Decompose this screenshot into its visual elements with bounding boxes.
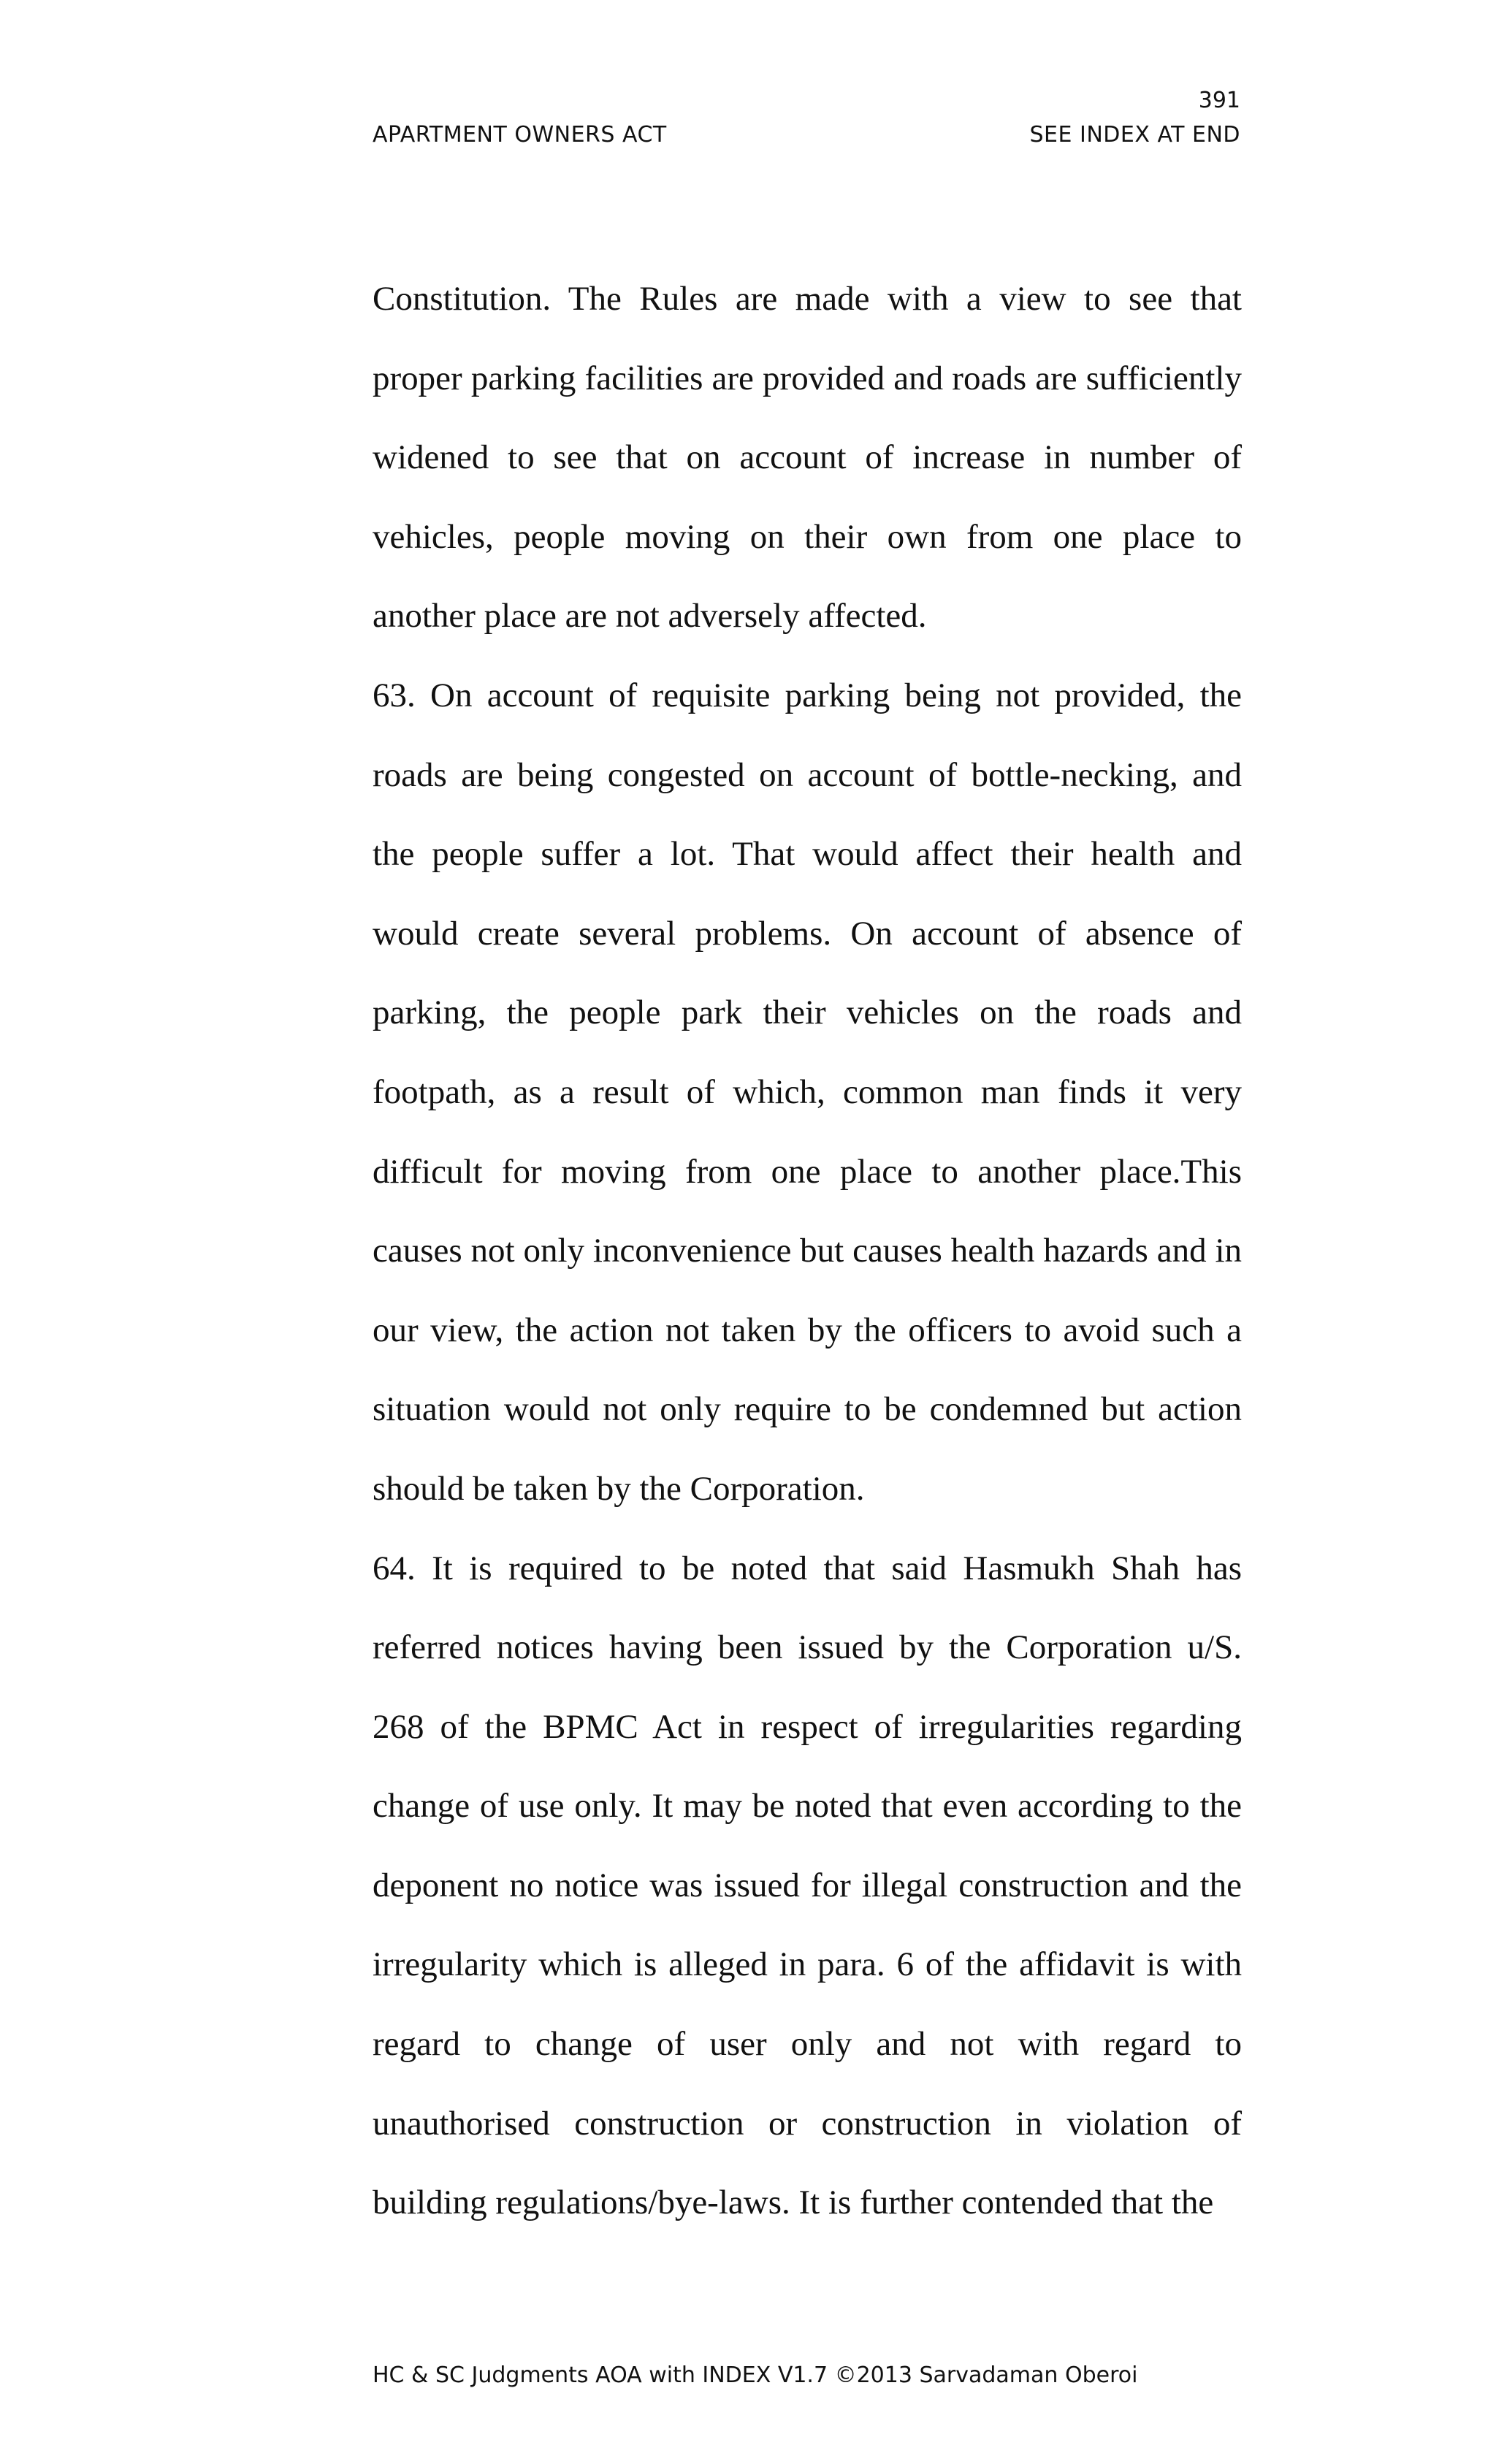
page-footer: HC & SC Judgments AOA with INDEX V1.7 ©2013 Sarvadaman Oberoi	[373, 2362, 1138, 2388]
paragraph-continuation: Constitution. The Rules are made with a view to see that proper parking facilities are provided and roads are sufficiently widened to see that on account of increase in number of vehicles, people moving on their own from one place to another place are not adversely affected.	[373, 280, 1242, 636]
running-header-index-note: SEE INDEX AT END	[1029, 122, 1240, 148]
document-body	[373, 259, 1242, 2243]
paragraph-63: 63. On account of requisite parking being not provided, the roads are being congested on account of bottle-necking, and the people suffer a lot. That would affect their health and would create several problems. On account of absence of parking, the people park their vehicles on the roads and footpath, as a result of which, common man finds it very difficult for moving from one place to another place.This causes not only inconvenience but causes health hazards and in our view, the action not taken by the officers to avoid such a situation would not only require to be condemned but action should be taken by the Corporation.	[373, 676, 1242, 1508]
running-header-title: APARTMENT OWNERS ACT	[373, 122, 667, 148]
paragraph-64: 64. It is required to be noted that said Hasmukh Shah has referred notices having been issued by the Corporation u/S. 268 of the BPMC Act in respect of irregularities regarding change of use only. It may be noted that even according to the deponent no notice was issued for illegal construction and the irregularity which is alleged in para. 6 of the affidavit is with regard to change of user only and not with regard to unauthorised construction or construction in violation of building regulations/bye-laws. It is further contended that the	[373, 1549, 1242, 2222]
page-number: 391	[1198, 88, 1240, 113]
